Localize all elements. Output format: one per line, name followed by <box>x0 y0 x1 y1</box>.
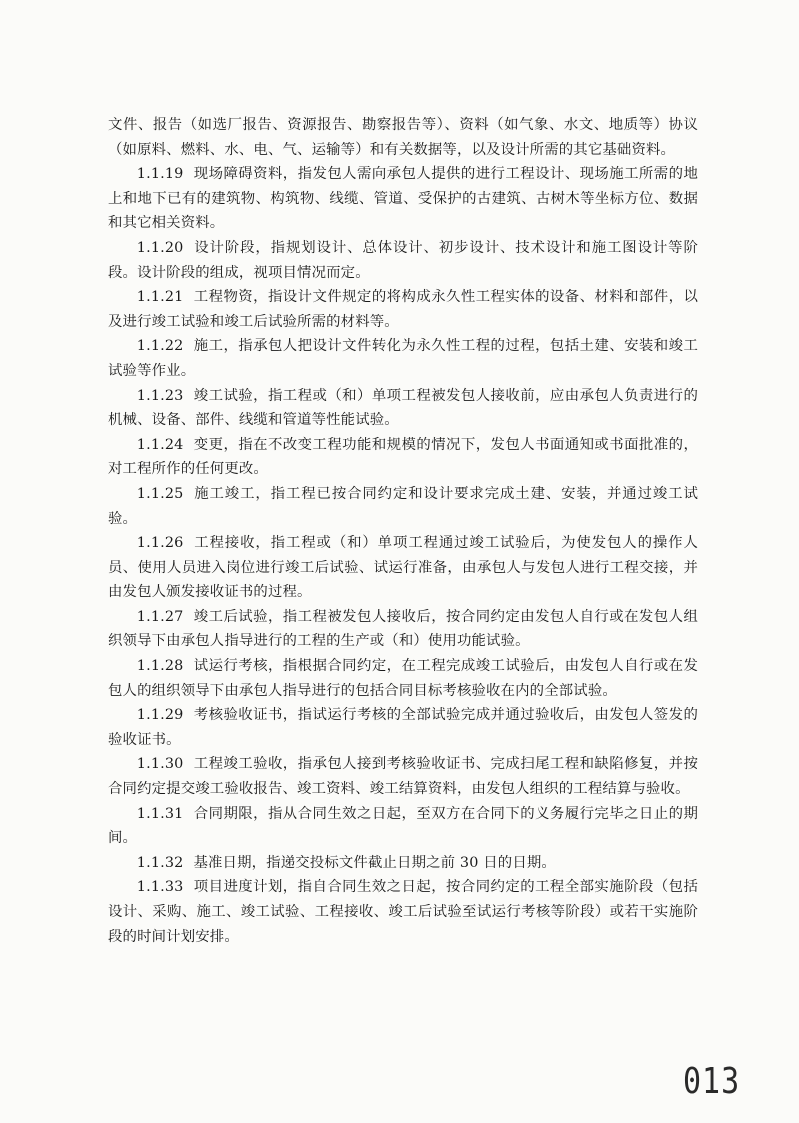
clause-text: 施工，指承包人把设计文件转化为永久性工程的过程，包括土建、安装和竣工试验等作业。 <box>108 338 698 379</box>
clause-number: 1.1.24 <box>136 436 184 453</box>
clause-1-1-27 <box>108 605 698 654</box>
clause-1-1-20 <box>108 236 698 285</box>
clause-number: 1.1.29 <box>136 707 184 724</box>
clause-1-1-19 <box>108 162 698 236</box>
clause-number: 1.1.26 <box>136 535 184 552</box>
clause-text: 竣工试验，指工程或（和）单项工程被发包人接收前，应由承包人负责进行的机械、设备、部件、线缆和管道等性能试验。 <box>108 387 698 429</box>
clause-text: 施工竣工，指工程已按合同约定和设计要求完成土建、安装，并通过竣工试验。 <box>108 485 698 527</box>
clause-text: 变更，指在不改变工程功能和规模的情况下，发包人书面通知或书面批准的，对工程所作的任何更改。 <box>108 436 698 478</box>
clause-number: 1.1.25 <box>136 485 184 502</box>
clause-number: 1.1.19 <box>136 166 184 183</box>
clause-1-1-23 <box>108 384 698 433</box>
clause-1-1-29 <box>108 703 698 752</box>
document-body <box>108 113 698 949</box>
clause-1-1-21 <box>108 285 698 334</box>
page-number: 013 <box>683 1061 741 1103</box>
clause-1-1-26 <box>108 531 698 605</box>
clause-1-1-28 <box>108 654 698 703</box>
clause-text: 现场障碍资料，指发包人需向承包人提供的进行工程设计、现场施工所需的地上和地下已有的建筑物、构筑物、线缆、管道、受保护的古建筑、古树木等坐标方位、数据和其它相关资料。 <box>108 166 698 232</box>
clause-number: 1.1.20 <box>136 239 184 256</box>
clause-1-1-30 <box>108 752 698 801</box>
clause-text: 竣工后试验，指工程被发包人接收后，按合同约定由发包人自行或在发包人组织领导下由承包人指导进行的工程的生产或（和）使用功能试验。 <box>108 608 698 650</box>
clause-text: 基准日期，指递交投标文件截止日期之前 30 日的日期。 <box>193 854 556 871</box>
clause-1-1-24 <box>108 433 698 482</box>
clause-text: 工程物资，指设计文件规定的将构成永久性工程实体的设备、材料和部件，以及进行竣工试验和竣工后试验所需的材料等。 <box>108 289 698 330</box>
clause-text: 项目进度计划，指自合同生效之日起，按合同约定的工程全部实施阶段（包括设计、采购、施工、竣工试验、工程接收、竣工后试验至试运行考核等阶段）或若干实施阶段的时间计划安排。 <box>108 879 698 945</box>
clause-1-1-31 <box>108 802 698 851</box>
clause-number: 1.1.32 <box>136 854 184 871</box>
clause-number: 1.1.33 <box>136 879 184 896</box>
clause-number: 1.1.27 <box>136 608 184 625</box>
clause-text: 工程竣工验收，指承包人接到考核验收证书、完成扫尾工程和缺陷修复，并按合同约定提交竣工验收报告、竣工资料、竣工结算资料，由发包人组织的工程结算与验收。 <box>108 756 698 798</box>
clause-number: 1.1.21 <box>136 289 184 306</box>
clause-number: 1.1.23 <box>136 387 184 404</box>
clause-1-1-33 <box>108 875 698 949</box>
clause-text: 合同期限，指从合同生效之日起，至双方在合同下的义务履行完毕之日止的期间。 <box>108 805 698 847</box>
clause-text: 考核验收证书，指试运行考核的全部试验完成并通过验收后，由发包人签发的验收证书。 <box>108 707 698 748</box>
clause-text: 试运行考核，指根据合同约定，在工程完成竣工试验后，由发包人自行或在发包人的组织领导下由承包人指导进行的包括合同目标考核验收在内的全部试验。 <box>108 658 698 699</box>
clause-text: 设计阶段，指规划设计、总体设计、初步设计、技术设计和施工图设计等阶段。设计阶段的组成，视项目情况而定。 <box>108 239 698 281</box>
clause-1-1-22 <box>108 334 698 383</box>
clause-number: 1.1.28 <box>136 658 184 675</box>
clause-number: 1.1.22 <box>136 338 184 355</box>
clause-number: 1.1.31 <box>136 805 184 822</box>
clause-text: 工程接收，指工程或（和）单项工程通过竣工试验后，为使发包人的操作人员、使用人员进入岗位进行竣工后试验、试运行准备，由承包人与发包人进行工程交接，并由发包人颁发接收证书的过程。 <box>108 535 698 601</box>
intro-paragraph: 文件、报告（如选厂报告、资源报告、勘察报告等）、资料（如气象、水文、地质等）协议（如原料、燃料、水、电、气、运输等）和有关数据等，以及设计所需的其它基础资料。 <box>108 117 698 158</box>
clause-1-1-25 <box>108 482 698 531</box>
clause-number: 1.1.30 <box>136 756 184 773</box>
clause-1-1-32 <box>108 851 698 876</box>
